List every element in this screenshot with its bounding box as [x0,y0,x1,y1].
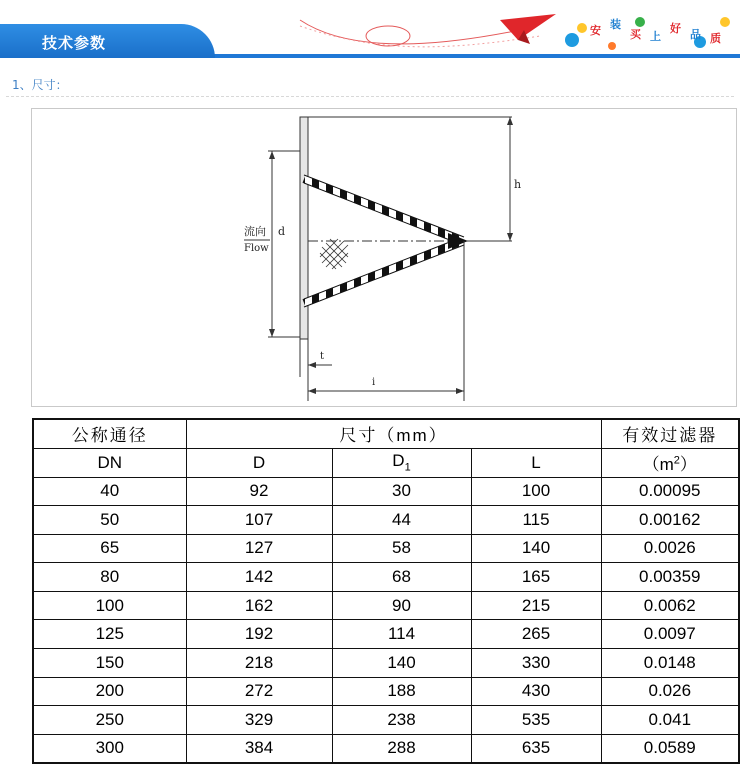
cell-l: 115 [471,506,601,535]
label-h: h [514,178,522,191]
slogan [588,14,738,50]
cell-d: 218 [186,649,332,678]
cell-dn: 250 [33,706,186,735]
page-title: 技术参数 [42,34,107,52]
subheader-dn: DN [33,448,186,477]
flow-label-en: Flow [244,243,269,254]
table-row [33,506,739,535]
paper-plane-icon [500,14,556,40]
cell-area: 0.0026 [601,534,739,563]
subheader-d1 [332,448,471,477]
cell-dn: 150 [33,649,186,678]
cell-l: 140 [471,534,601,563]
subheader-l: L [471,448,601,477]
slogan-char: 上 [650,30,661,43]
cell-area: 0.00359 [601,563,739,592]
cell-d: 92 [186,477,332,506]
cell-d: 329 [186,706,332,735]
cell-d1: 114 [332,620,471,649]
cell-dn: 300 [33,734,186,763]
cell-d: 384 [186,734,332,763]
cell-l: 265 [471,620,601,649]
cell-area: 0.0062 [601,591,739,620]
table-subheader-row [33,448,739,477]
cell-dn: 200 [33,677,186,706]
dimension-drawing [31,108,737,407]
cell-dn: 80 [33,563,186,592]
label-t: t [320,351,325,362]
cone-upper-mesh [304,179,462,241]
cell-l: 165 [471,563,601,592]
unit-close: ） [679,455,697,474]
cell-area: 0.0148 [601,649,739,678]
flow-label-cn: 流向 [244,225,266,238]
table-row [33,591,739,620]
slogan-char: 好 [670,22,681,35]
table-row [33,734,739,763]
table-row [33,477,739,506]
cell-area: 0.041 [601,706,739,735]
unit-sup: 2 [673,454,680,467]
cell-d1: 140 [332,649,471,678]
cell-d1: 58 [332,534,471,563]
banner-tab [0,24,215,58]
table-row [33,649,739,678]
cell-l: 100 [471,477,601,506]
cell-d1: 90 [332,591,471,620]
cell-d: 192 [186,620,332,649]
cell-l: 430 [471,677,601,706]
cell-dn: 40 [33,477,186,506]
cell-d1: 238 [332,706,471,735]
slogan-char: 安 [590,24,601,37]
table-row [33,706,739,735]
unit-open: （m [642,455,674,474]
table-row [33,677,739,706]
cell-l: 330 [471,649,601,678]
spec-table [32,418,740,764]
mesh-hatch [320,239,348,269]
cell-dn: 125 [33,620,186,649]
header-banner [0,0,740,60]
slogan-char: 品 [690,28,701,41]
cell-d1: 188 [332,677,471,706]
cell-l: 635 [471,734,601,763]
cell-l: 215 [471,591,601,620]
subheader-unit [601,448,739,477]
cell-area: 0.00162 [601,506,739,535]
slogan-char: 装 [610,18,621,31]
subheader-d: D [186,448,332,477]
cell-d: 162 [186,591,332,620]
cell-dn: 50 [33,506,186,535]
subheader-d1-sub: 1 [404,461,411,474]
cell-area: 0.0097 [601,620,739,649]
cell-d: 142 [186,563,332,592]
label-d: d [278,225,286,238]
cell-d1: 288 [332,734,471,763]
header-nominal-diameter: 公称通径 [33,419,186,448]
cell-d: 127 [186,534,332,563]
cone-lower-mesh [304,241,462,303]
subheader-d1-main: D [392,451,405,471]
cell-d1: 30 [332,477,471,506]
section-divider [6,96,734,97]
cell-d: 107 [186,506,332,535]
table-header-row [33,419,739,448]
cell-d1: 68 [332,563,471,592]
section-label: 1、尺寸： [12,78,68,92]
table-row [33,534,739,563]
cell-d1: 44 [332,506,471,535]
cell-l: 535 [471,706,601,735]
slogan-char: 买 [630,28,641,41]
cell-dn: 65 [33,534,186,563]
table-row [33,620,739,649]
cell-dn: 100 [33,591,186,620]
table-row [33,563,739,592]
cell-d: 272 [186,677,332,706]
filter-diagram [32,109,738,408]
cell-area: 0.00095 [601,477,739,506]
cell-area: 0.026 [601,677,739,706]
label-i: i [372,377,376,388]
slogan-char: 质 [710,32,721,45]
header-filter-area: 有效过滤器 [601,419,739,448]
header-dimensions: 尺寸（mm） [186,419,601,448]
cell-area: 0.0589 [601,734,739,763]
